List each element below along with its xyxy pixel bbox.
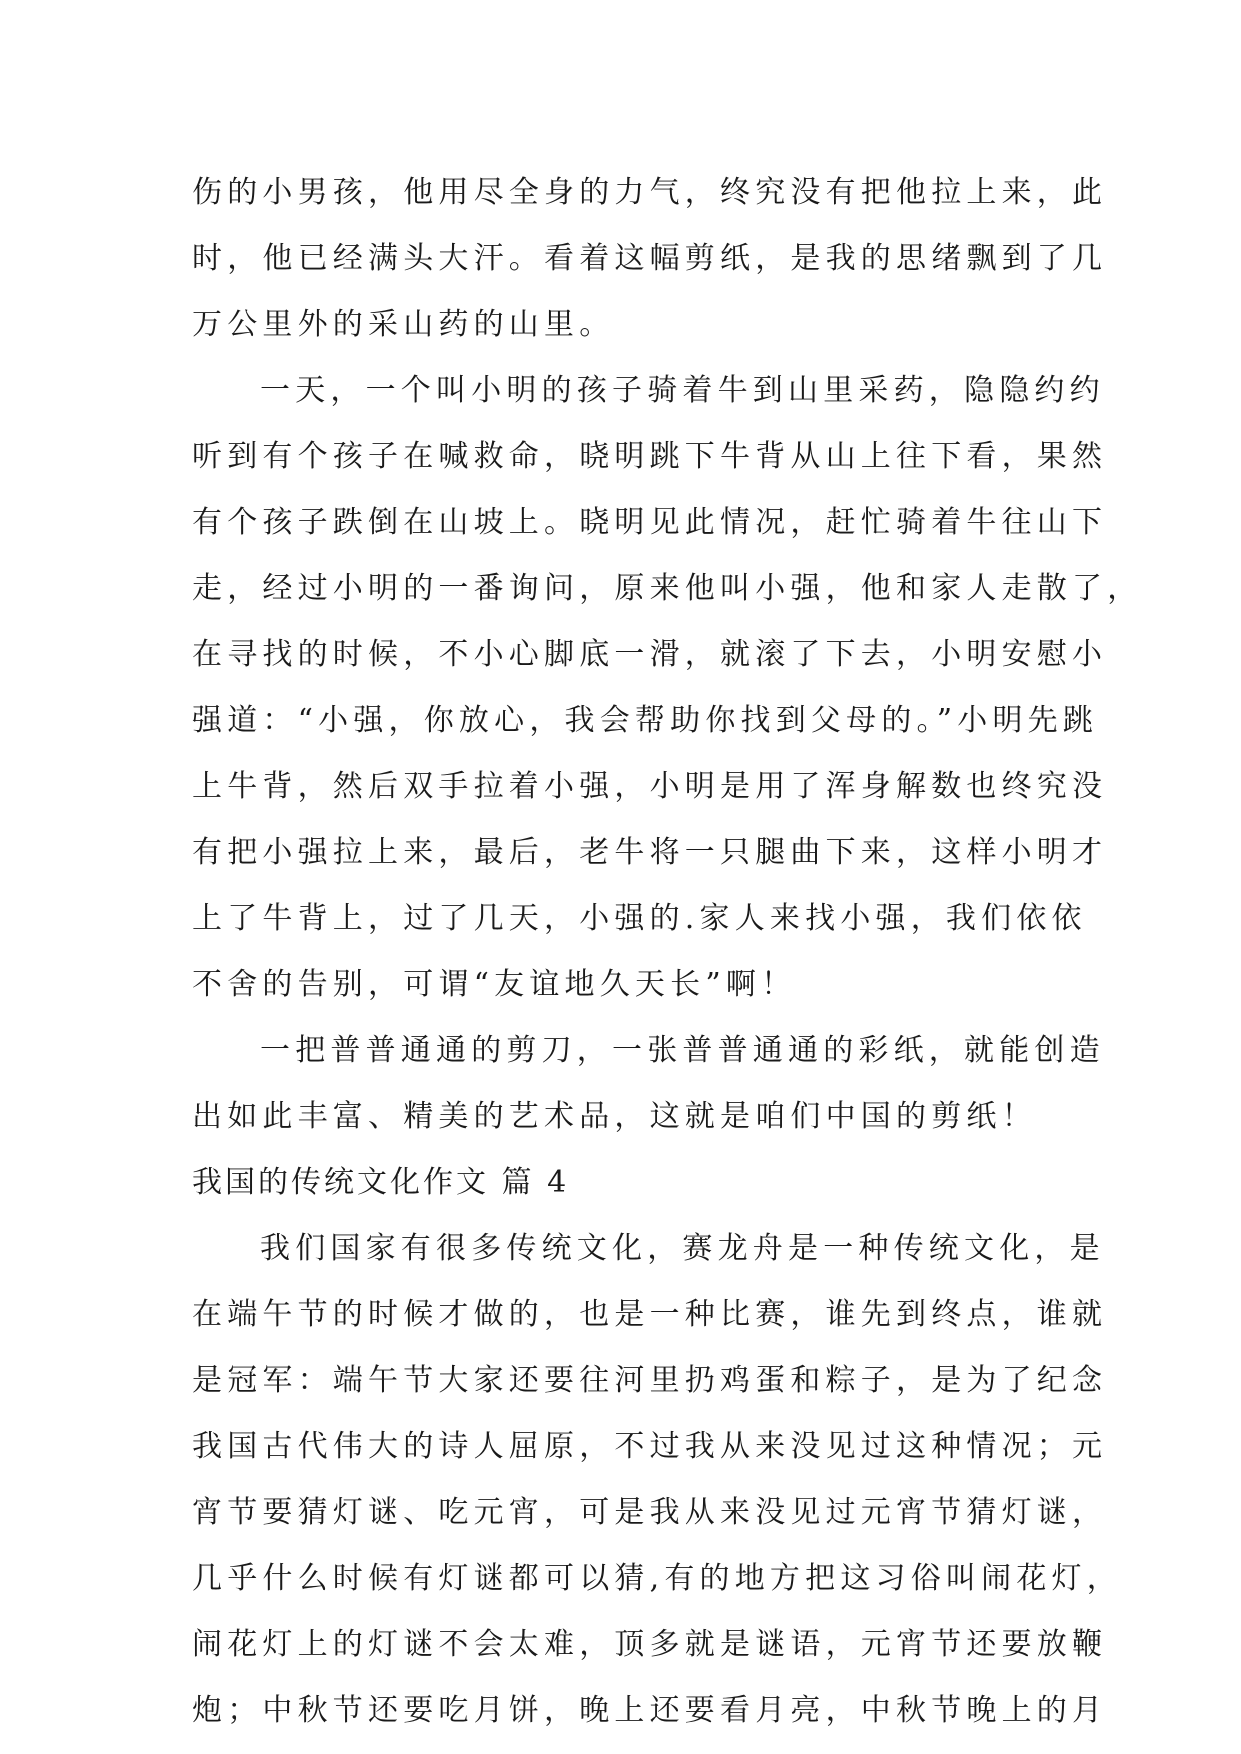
paragraph-line: 我们国家有很多传统文化，赛龙舟是一种传统文化，是 [260,1231,1105,1266]
paragraph-line: 强道：“小强，你放心，我会帮助你找到父母的。”小明先跳 [192,703,1099,738]
document-page [192,160,1143,1744]
paragraph-line: 上牛背，然后双手拉着小强，小明是用了浑身解数也终究没 [192,769,1108,804]
paragraph-line: 在端午节的时候才做的，也是一种比赛，谁先到终点，谁就 [192,1297,1108,1332]
paragraph-line: 一天，一个叫小明的孩子骑着牛到山里采药，隐隐约约 [260,373,1105,408]
section-heading [192,1150,1054,1216]
paragraph-line: 有把小强拉上来，最后，老牛将一只腿曲下来，这样小明才 [192,835,1108,870]
paragraph [192,1018,1105,1150]
paragraph-line: 宵节要猜灯谜、吃元宵，可是我从来没见过元宵节猜灯谜， [192,1495,1108,1530]
paragraph [192,1216,1122,1744]
paragraph-line: 我国古代伟大的诗人屈原，不过我从来没见过这种情况；元 [192,1429,1108,1464]
paragraph [192,160,1108,358]
paragraph-line: 不舍的告别，可谓“友谊地久天长”啊！ [192,967,797,1002]
paragraph-line: 是冠军：端午节大家还要往河里扔鸡蛋和粽子，是为了纪念 [192,1363,1108,1398]
paragraph-line: 万公里外的采山药的山里。 [192,307,615,342]
paragraph-line: 伤的小男孩，他用尽全身的力气，终究没有把他拉上来，此 [192,175,1108,210]
paragraph-line: 一把普普通通的剪刀，一张普普通通的彩纸，就能创造 [260,1033,1105,1068]
paragraph-line: 听到有个孩子在喊救命，晓明跳下牛背从山上往下看，果然 [192,439,1108,474]
paragraph-line: 出如此丰富、精美的艺术品，这就是咱们中国的剪纸！ [192,1099,1037,1134]
paragraph-line: 时，他已经满头大汗。看着这幅剪纸，是我的思绪飘到了几 [192,241,1108,276]
heading-text: 我国的传统文化作文 篇 4 [192,1165,570,1200]
paragraph-line: 炮；中秋节还要吃月饼，晚上还要看月亮，中秋节晚上的月 [192,1693,1108,1728]
paragraph-line: 有个孩子跌倒在山坡上。晓明见此情况，赶忙骑着牛往山下 [192,505,1108,540]
paragraph-line: 在寻找的时候，不小心脚底一滑，就滚了下去，小明安慰小 [192,637,1108,672]
paragraph-line: 走，经过小明的一番询问，原来他叫小强，他和家人走散了， [192,571,1143,606]
paragraph-line: 上了牛背上，过了几天，小强的.家人来找小强，我们依依 [192,901,1087,936]
paragraph-line: 几乎什么时候有灯谜都可以猜,有的地方把这习俗叫闹花灯， [192,1561,1122,1596]
paragraph [192,358,1143,1018]
paragraph-line: 闹花灯上的灯谜不会太难，顶多就是谜语，元宵节还要放鞭 [192,1627,1108,1662]
